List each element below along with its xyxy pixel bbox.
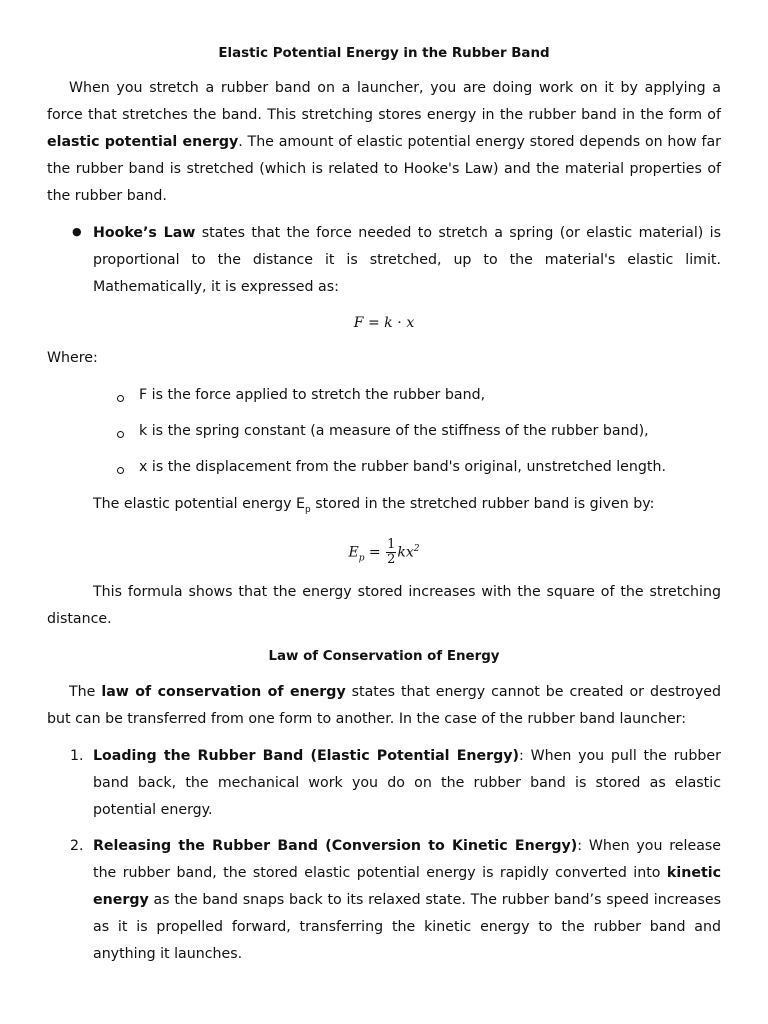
conservation-bold-term: law of conservation of energy [101,684,346,700]
formula-hooke [0,310,768,337]
formula-e-subscript: p [358,553,365,564]
definition-k: k is the spring constant (a measure of the stiffness of the rubber band), [139,423,649,439]
list-item-1-text: : When you pull the rubber band back, the mechanical work you do on the rubber band is stored as elastic potential energy. [93,748,721,818]
list-item-1-bold: Loading the Rubber Band (Elastic Potential Energy) [93,748,520,764]
ep-sentence [93,491,654,524]
formula-hooke-equals: = [367,315,380,331]
list-item-2-bold-kinetic: kinetic energy [93,865,721,908]
formula-e: E [348,544,359,561]
square-paragraph: This formula shows that the energy stored increases with the square of the stretching distance. [47,584,721,627]
ep-sentence-subscript: p [305,504,311,515]
intro-bold-term: elastic potential energy [47,134,239,150]
page-title: Elastic Potential Energy in the Rubber Band [218,46,550,61]
formula-hooke-dot: ⋅ [397,315,402,331]
intro-text-1: When you stretch a rubber band on a launcher, you are doing work on it by applying a force that stretches the band. This stretching stores energy in the rubber band in the form of [47,80,721,123]
intro-paragraph [47,75,721,210]
conservation-text-2: states that energy cannot be created or destroyed but can be transferred from one form to another. In the case of the rubber band launcher: [47,684,721,727]
intro-text-2: . The amount of elastic potential energy stored depends on how far the rubber band is stretched (which is related to Hooke's Law) and the material properties of the rubber band. [47,134,721,204]
conservation-paragraph [47,679,721,733]
definition-x: x is the displacement from the rubber band's original, unstretched length. [139,459,666,475]
formula-hooke-f: F [353,315,364,331]
circle-bullet-2 [117,431,124,438]
circle-bullet-1 [117,395,124,402]
bullet-dot: ● [72,225,82,238]
list-item-2-text-1: : When you release the rubber band, the stored elastic potential energy is rapidly converted into [93,838,722,881]
formula-hooke-k: k [384,315,393,331]
list-item-2-text-2: as the band snaps back to its relaxed state. The rubber band’s speed increases as it is propelled forward, transferring the kinetic energy to the rubber band and anything it launches. [93,892,721,962]
ep-sentence-text-2: stored in the stretched rubber band is given by: [310,496,655,512]
definition-f: F is the force applied to stretch the rubber band, [139,387,486,403]
fraction-denominator: 2 [387,552,396,568]
hooke-text: states that the force needed to stretch a spring (or elastic material) is proportional to the distance it is stretched, up to the material's elastic limit. Mathematically, it is expressed as: [93,225,721,295]
list-item-releasing [93,833,721,968]
list-number-2: 2. [70,838,84,854]
formula-kx: kx [397,544,414,561]
circle-bullet-3 [117,467,124,474]
hooke-paragraph [93,220,721,301]
formula-elastic-energy [0,532,768,575]
list-number-1: 1. [70,748,84,764]
conservation-text-1: The [69,684,102,700]
where-label: Where: [47,350,98,366]
ep-sentence-text-1: The elastic potential energy E [93,496,305,512]
list-item-loading [93,743,721,824]
fraction-numerator: 1 [387,537,396,553]
list-item-2-bold: Releasing the Rubber Band (Conversion to Kinetic Energy) [93,838,578,854]
formula-superscript: 2 [413,544,420,554]
formula-hooke-x: x [406,315,415,331]
hooke-bold-term: Hooke’s Law [93,225,196,241]
formula-fraction [386,538,396,567]
section-heading-conservation: Law of Conservation of Energy [268,649,500,664]
formula-equals: = [368,544,381,561]
